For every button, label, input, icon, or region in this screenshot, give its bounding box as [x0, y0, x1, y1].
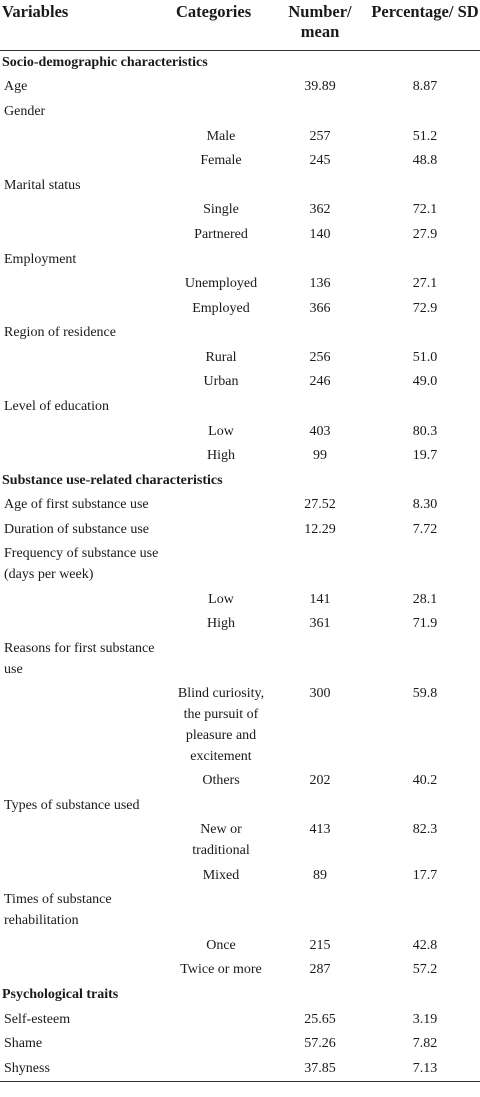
category-cell	[172, 1057, 270, 1082]
table-row	[0, 543, 480, 588]
table-row	[0, 174, 480, 199]
variable-cell	[0, 297, 172, 322]
variable-cell: Level of education	[4, 398, 109, 414]
percentage-cell	[370, 100, 480, 125]
category-cell: Partnered	[194, 226, 248, 242]
table-row	[0, 682, 480, 769]
percentage-cell	[370, 395, 480, 420]
category-cell: Others	[202, 773, 240, 789]
variable-cell	[0, 613, 172, 638]
category-cell	[172, 1032, 270, 1057]
percentage-cell: 51.2	[412, 128, 438, 144]
variable-cell	[0, 444, 172, 469]
table-row	[0, 819, 480, 864]
number-cell: 57.26	[304, 1036, 336, 1052]
percentage-cell: 27.1	[412, 276, 438, 292]
header-variables: Variables	[0, 0, 172, 51]
percentage-cell	[370, 248, 480, 273]
percentage-cell: 8.30	[412, 497, 438, 513]
category-cell	[172, 518, 270, 543]
category-cell	[172, 76, 270, 101]
percentage-cell: 19.7	[412, 448, 438, 464]
number-cell	[270, 248, 370, 273]
percentage-cell: 82.3	[412, 822, 438, 838]
number-cell: 287	[309, 962, 331, 978]
percentage-cell: 8.87	[412, 79, 438, 95]
category-cell	[172, 321, 270, 346]
variable-cell: Self-esteem	[4, 1011, 71, 1027]
section-title: Socio-demographic characteristics	[2, 54, 208, 70]
variable-cell: Shame	[4, 1036, 43, 1052]
number-cell	[270, 100, 370, 125]
variable-cell: Age of first substance use	[4, 497, 149, 513]
number-cell: 99	[313, 448, 327, 464]
number-cell: 202	[309, 773, 331, 789]
number-cell	[270, 889, 370, 934]
variable-cell	[0, 223, 172, 248]
variable-cell	[0, 272, 172, 297]
category-cell	[172, 1008, 270, 1033]
category-cell: Male	[206, 128, 236, 144]
category-cell	[172, 174, 270, 199]
number-cell: 366	[309, 300, 331, 316]
category-cell: Mixed	[202, 867, 240, 883]
variable-cell: Region of residence	[4, 325, 116, 341]
variable-cell: Gender	[4, 104, 46, 120]
category-cell	[172, 100, 270, 125]
category-cell: Unemployed	[184, 276, 258, 292]
header-number-mean: Number/ mean	[270, 0, 370, 51]
percentage-cell: 28.1	[412, 591, 438, 607]
percentage-cell: 72.9	[412, 300, 438, 316]
variable-cell	[0, 420, 172, 445]
table-row	[0, 934, 480, 959]
category-cell	[172, 637, 270, 682]
variable-cell	[0, 819, 172, 864]
percentage-cell	[370, 794, 480, 819]
category-cell: High	[207, 616, 235, 632]
percentage-cell: 7.13	[370, 1057, 480, 1082]
section-header-row	[0, 983, 480, 1008]
category-cell: High	[207, 448, 235, 464]
variable-cell: Frequency of substance use (days per week)	[4, 546, 159, 583]
percentage-cell: 80.3	[412, 423, 438, 439]
percentage-cell: 71.9	[412, 616, 438, 632]
number-cell	[270, 395, 370, 420]
variable-cell	[0, 198, 172, 223]
table-row	[0, 198, 480, 223]
number-cell: 245	[309, 153, 331, 169]
table-row	[0, 100, 480, 125]
header-categories: Categories	[172, 0, 270, 51]
table-row	[0, 125, 480, 150]
percentage-cell: 42.8	[412, 937, 438, 953]
variable-cell	[0, 346, 172, 371]
percentage-cell	[370, 637, 480, 682]
table-row	[0, 248, 480, 273]
table-row	[0, 637, 480, 682]
number-cell: 12.29	[304, 521, 336, 537]
number-cell: 37.85	[270, 1057, 370, 1082]
category-cell: New or traditional	[192, 822, 250, 859]
category-cell: Urban	[203, 374, 239, 390]
number-cell: 413	[309, 822, 331, 838]
variable-cell	[0, 149, 172, 174]
category-cell	[172, 248, 270, 273]
number-cell: 141	[309, 591, 331, 607]
number-cell: 361	[309, 616, 331, 632]
table-row	[0, 1008, 480, 1033]
table-row	[0, 613, 480, 638]
number-cell: 25.65	[304, 1011, 336, 1027]
category-cell	[172, 543, 270, 588]
variable-cell	[0, 371, 172, 396]
table-row	[0, 346, 480, 371]
variable-cell: Duration of substance use	[4, 521, 150, 537]
number-cell: 39.89	[304, 79, 336, 95]
percentage-cell: 27.9	[412, 226, 438, 242]
category-cell: Twice or more	[180, 962, 262, 978]
percentage-cell: 72.1	[412, 202, 438, 218]
table-row	[0, 444, 480, 469]
percentage-cell	[370, 543, 480, 588]
category-cell: Blind curiosity, the pursuit of pleasure and excitement	[177, 686, 265, 764]
category-cell	[172, 794, 270, 819]
variable-cell: Types of substance used	[4, 797, 140, 813]
category-cell: Rural	[205, 349, 237, 365]
percentage-cell	[370, 889, 480, 934]
table-row	[0, 76, 480, 101]
number-cell	[270, 543, 370, 588]
variable-cell: Shyness	[0, 1057, 172, 1082]
variable-cell	[0, 864, 172, 889]
variable-cell	[0, 959, 172, 984]
category-cell: Single	[203, 202, 239, 218]
number-cell: 300	[309, 686, 331, 702]
number-cell	[270, 637, 370, 682]
percentage-cell: 57.2	[412, 962, 438, 978]
number-cell: 215	[309, 937, 331, 953]
category-cell: Employed	[192, 300, 250, 316]
table-row	[0, 794, 480, 819]
variable-cell: Age	[4, 79, 28, 95]
table-row	[0, 864, 480, 889]
percentage-cell	[370, 174, 480, 199]
table-row	[0, 889, 480, 934]
percentage-cell: 59.8	[412, 686, 438, 702]
percentage-cell: 51.0	[412, 349, 438, 365]
number-cell: 89	[313, 867, 327, 883]
category-cell: Female	[200, 153, 242, 169]
section-header-row	[0, 469, 480, 494]
variable-cell: Reasons for first substance use	[4, 640, 155, 677]
number-cell: 257	[309, 128, 331, 144]
category-cell	[172, 889, 270, 934]
variable-cell: Employment	[4, 251, 77, 267]
table-row	[0, 223, 480, 248]
section-title: Psychological traits	[2, 986, 119, 1002]
variable-cell	[0, 934, 172, 959]
number-cell: 362	[309, 202, 331, 218]
table-row	[0, 420, 480, 445]
number-cell: 403	[309, 423, 331, 439]
section-title: Substance use-related characteristics	[2, 472, 223, 488]
table-row	[0, 149, 480, 174]
table-row	[0, 493, 480, 518]
number-cell	[270, 794, 370, 819]
table-row	[0, 371, 480, 396]
percentage-cell: 7.82	[412, 1036, 438, 1052]
variable-cell: Marital status	[4, 177, 81, 193]
table-header	[0, 0, 480, 51]
table-row	[0, 272, 480, 297]
table-row	[0, 959, 480, 984]
variable-cell: Times of substance rehabilitation	[4, 892, 112, 929]
header-percentage-sd: Percentage/ SD	[370, 0, 480, 51]
number-cell: 136	[309, 276, 331, 292]
number-cell: 256	[309, 349, 331, 365]
variable-cell	[0, 125, 172, 150]
category-cell: Low	[208, 423, 234, 439]
number-cell	[270, 174, 370, 199]
table-row	[0, 321, 480, 346]
number-cell: 27.52	[304, 497, 336, 513]
category-cell: Low	[208, 591, 234, 607]
table-row	[0, 588, 480, 613]
percentage-cell: 3.19	[412, 1011, 438, 1027]
table-row	[0, 395, 480, 420]
percentage-cell	[370, 321, 480, 346]
percentage-cell: 7.72	[412, 521, 438, 537]
percentage-cell: 49.0	[412, 374, 438, 390]
table-row	[0, 1032, 480, 1057]
variable-cell	[0, 588, 172, 613]
category-cell	[172, 395, 270, 420]
table-row	[0, 769, 480, 794]
percentage-cell: 40.2	[412, 773, 438, 789]
section-header-row	[0, 51, 480, 76]
table-body	[0, 51, 480, 1082]
number-cell: 140	[309, 226, 331, 242]
category-cell: Once	[206, 937, 236, 953]
number-cell	[270, 321, 370, 346]
percentage-cell: 48.8	[412, 153, 438, 169]
variable-cell	[0, 769, 172, 794]
category-cell	[172, 493, 270, 518]
table-row	[0, 1057, 480, 1082]
table-row	[0, 518, 480, 543]
percentage-cell: 17.7	[412, 867, 438, 883]
variable-cell	[0, 682, 172, 769]
table-row	[0, 297, 480, 322]
number-cell: 246	[309, 374, 331, 390]
